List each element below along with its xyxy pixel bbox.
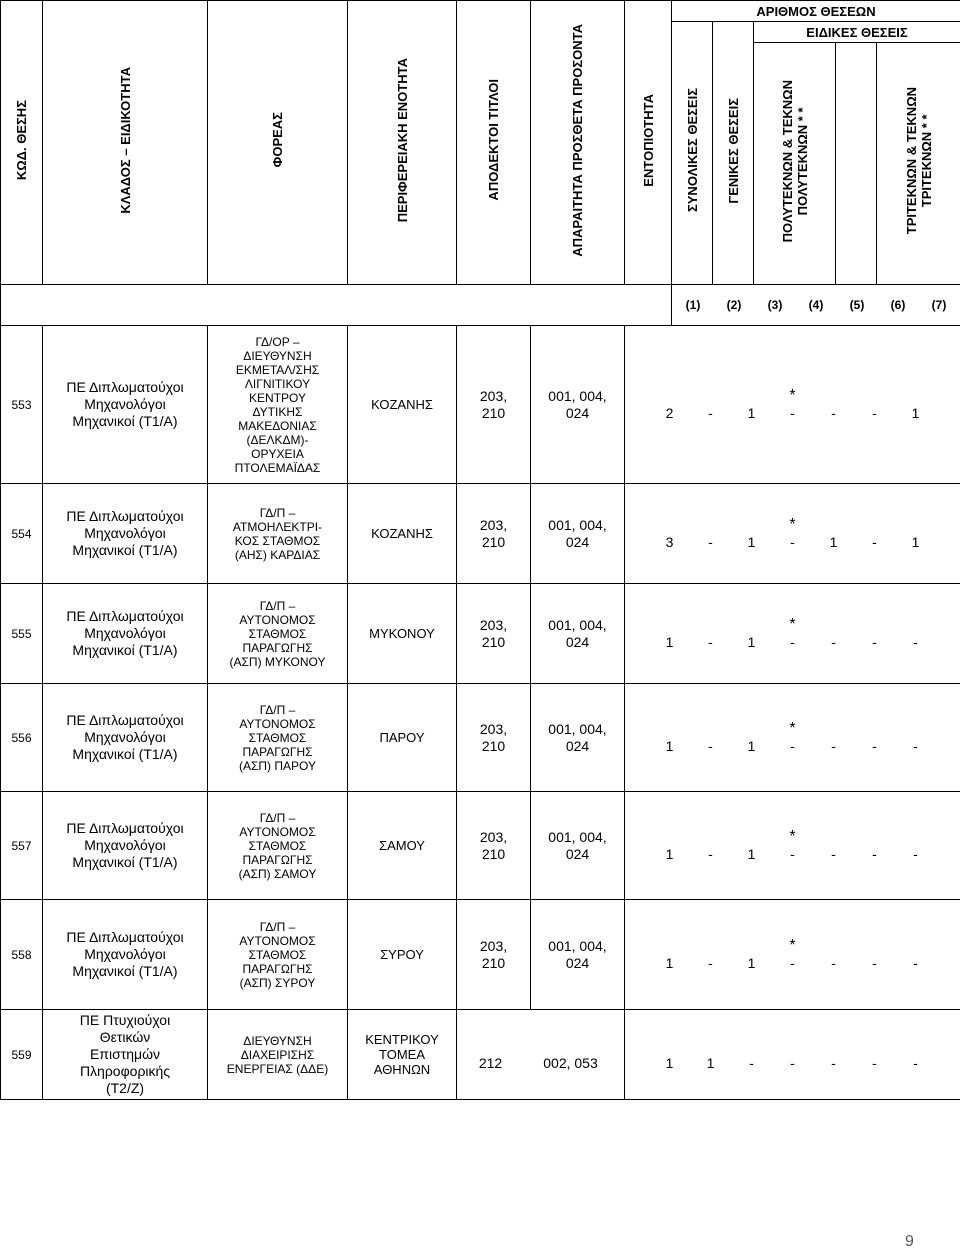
region-cell: ΠΑΡΟΥ [348, 684, 457, 792]
count-cell: - [790, 1054, 795, 1071]
degrees-cell: 203, 210 [457, 326, 531, 484]
degrees-cell: 203, 210 [457, 792, 531, 900]
count-cell: 1 [747, 845, 756, 862]
locality-and-counts [625, 900, 960, 1010]
locality-and-counts [625, 584, 960, 684]
count-cell: - [872, 404, 877, 421]
count-cell: 1 [911, 404, 920, 421]
degrees-cell: 203, 210 [457, 684, 531, 792]
count-cell: 1 [665, 633, 674, 650]
header-blank-a [836, 43, 877, 285]
extra-qualifications-cell: 002, 053 [543, 1054, 598, 1071]
extra-qualifications-cell: 001, 004, 024 [531, 584, 625, 684]
count-cell: - [790, 404, 795, 421]
count-cell: - [708, 954, 713, 971]
locality-and-counts [625, 326, 960, 484]
specialty-cell: ΠΕ Διπλωματούχοι Μηχανολόγοι Μηχανικοί (Τ1/Α) [43, 900, 208, 1010]
column-number: (5) [849, 298, 865, 312]
header-degrees: ΑΠΟΔΕΚΤΟΙ ΤΙΤΛΟΙ [457, 1, 531, 285]
position-code: 556 [1, 684, 43, 792]
header-total: ΣΥΝΟΛΙΚΕΣ ΘΕΣΕΙΣ [672, 22, 713, 285]
count-cell: - [790, 845, 795, 862]
region-cell: ΚΟΖΑΝΗΣ [348, 484, 457, 584]
count-cell: - [708, 404, 713, 421]
extra-qualifications-cell: 001, 004, 024 [531, 900, 625, 1010]
degrees-cell: 203, 210 [457, 484, 531, 584]
extra-qualifications-cell: 001, 004, 024 [531, 684, 625, 792]
degrees-cell: 212 [478, 1054, 503, 1071]
specialty-cell: ΠΕ Διπλωματούχοι Μηχανολόγοι Μηχανικοί (Τ1/Α) [43, 584, 208, 684]
count-cell: 1 [665, 845, 674, 862]
header-region: ΠΕΡΙΦΕΡΕΙΑΚΗ ΕΝΟΤΗΤΑ [348, 1, 457, 285]
count-cell: - [708, 633, 713, 650]
locality-cell: * [789, 827, 796, 845]
count-cell: - [872, 533, 877, 550]
header-locality: ΕΝΤΟΠΙΟΤΗΤΑ [625, 1, 672, 285]
column-number: (6) [890, 298, 906, 312]
locality-cell: * [789, 386, 796, 404]
body-cell: ΓΔ/Π – ΑΥΤΟΝΟΜΟΣ ΣΤΑΘΜΟΣ ΠΑΡΑΓΩΓΗΣ (ΑΣΠ) ΠΑΡΟΥ [208, 684, 348, 792]
body-cell: ΓΔ/Π – ΑΥΤΟΝΟΜΟΣ ΣΤΑΘΜΟΣ ΠΑΡΑΓΩΓΗΣ (ΑΣΠ) ΣΥΡΟΥ [208, 900, 348, 1010]
count-cell: 1 [665, 954, 674, 971]
column-number: (7) [931, 298, 947, 312]
body-cell: ΓΔ/Π – ΑΤΜΟΗΛΕΚΤΡΙ- ΚΟΣ ΣΤΑΘΜΟΣ (ΑΗΣ) ΚΑΡΔΙΑΣ [208, 484, 348, 584]
header-general: ΓΕΝΙΚΕΣ ΘΕΣΕΙΣ [713, 22, 754, 285]
specialty-cell: ΠΕ Διπλωματούχοι Μηχανολόγοι Μηχανικοί (Τ1/Α) [43, 684, 208, 792]
count-cell: - [913, 1054, 918, 1071]
count-cell: 1 [665, 737, 674, 754]
count-cell: - [790, 533, 795, 550]
count-cell: 1 [747, 737, 756, 754]
extra-qualifications-cell: 001, 004, 024 [531, 484, 625, 584]
count-cell: - [872, 845, 877, 862]
position-code: 557 [1, 792, 43, 900]
table-row [1, 1010, 960, 1100]
count-cell: - [872, 1054, 877, 1071]
locality-and-counts [625, 1010, 960, 1100]
locality-cell: * [789, 615, 796, 633]
table-row [1, 792, 960, 900]
specialty-cell: ΠΕ Πτυχιούχοι Θετικών Επιστημών Πληροφορικής (Τ2/Ζ) [43, 1010, 208, 1100]
column-number: (2) [726, 298, 742, 312]
header-triple: ΤΡΙΤΕΚΝΩΝ & ΤΕΚΝΩΝ ΤΡΙΤΕΚΝΩΝ * * [877, 43, 960, 285]
header-positions-group: ΑΡΙΘΜΟΣ ΘΕΣΕΩΝ [672, 1, 960, 22]
position-code: 555 [1, 584, 43, 684]
count-cell: - [831, 845, 836, 862]
count-cell: - [872, 737, 877, 754]
position-code: 553 [1, 326, 43, 484]
count-cell: - [831, 1054, 836, 1071]
count-cell: - [708, 533, 713, 550]
count-cell: 1 [829, 533, 838, 550]
header-numbers-spacer [1, 285, 672, 326]
header-multi: ΠΟΛΥΤΕΚΝΩΝ & ΤΕΚΝΩΝ ΠΟΛΥΤΕΚΝΩΝ * * [754, 43, 836, 285]
count-cell: - [708, 737, 713, 754]
count-cell: - [790, 633, 795, 650]
extra-qualifications-cell: 001, 004, 024 [531, 326, 625, 484]
table-row [1, 584, 960, 684]
region-cell: ΣΑΜΟΥ [348, 792, 457, 900]
count-cell: 1 [747, 404, 756, 421]
locality-and-counts [625, 484, 960, 584]
body-cell: ΔΙΕΥΘΥΝΣΗ ΔΙΑΧΕΙΡΙΣΗΣ ΕΝΕΡΓΕΙΑΣ (ΔΔΕ) [208, 1010, 348, 1100]
count-cell: - [831, 737, 836, 754]
table-row [1, 684, 960, 792]
locality-and-counts [625, 684, 960, 792]
count-cell: - [913, 633, 918, 650]
region-cell: ΚΕΝΤΡΙΚΟΥ ΤΟΜΕΑ ΑΘΗΝΩΝ [348, 1010, 457, 1100]
degrees-cell: 203, 210 [457, 900, 531, 1010]
count-cell: - [831, 633, 836, 650]
header-body: ΦΟΡΕΑΣ [208, 1, 348, 285]
count-cell: 1 [747, 633, 756, 650]
table-row [1, 326, 960, 484]
count-cell: - [831, 404, 836, 421]
region-cell: ΜΥΚΟΝΟΥ [348, 584, 457, 684]
specialty-cell: ΠΕ Διπλωματούχοι Μηχανολόγοι Μηχανικοί (Τ1/Α) [43, 792, 208, 900]
body-cell: ΓΔ/Π – ΑΥΤΟΝΟΜΟΣ ΣΤΑΘΜΟΣ ΠΑΡΑΓΩΓΗΣ (ΑΣΠ) ΜΥΚΟΝΟΥ [208, 584, 348, 684]
locality-cell: * [789, 719, 796, 737]
body-cell: ΓΔ/ΟΡ – ΔΙΕΥΘΥΝΣΗ ΕΚΜΕΤΑΛ/ΣΗΣ ΛΙΓΝΙΤΙΚΟΥ ΚΕΝΤΡΟΥ ΔΥΤΙΚΗΣ ΜΑΚΕΔΟΝΙΑΣ (ΔΕΛΚΔΜ)- ΟΡΥΧΕΙΑ ΠΤΟΛΕΜΑΪΔΑΣ [208, 326, 348, 484]
count-cell: - [913, 845, 918, 862]
header-specialty: ΚΛΑΔΟΣ – ΕΙΔΙΚΟΤΗΤΑ [43, 1, 208, 285]
header-code: ΚΩΔ. ΘΕΣΗΣ [1, 1, 43, 285]
column-number: (3) [767, 298, 783, 312]
position-code: 559 [1, 1010, 43, 1100]
position-code: 554 [1, 484, 43, 584]
page-number: 9 [905, 1233, 914, 1250]
count-cell: 1 [706, 1054, 715, 1071]
table-row [1, 900, 960, 1010]
table-row [1, 484, 960, 584]
locality-cell: * [789, 936, 796, 954]
position-code: 558 [1, 900, 43, 1010]
column-number: (4) [808, 298, 824, 312]
count-cell: - [913, 737, 918, 754]
body-cell: ΓΔ/Π – ΑΥΤΟΝΟΜΟΣ ΣΤΑΘΜΟΣ ΠΑΡΑΓΩΓΗΣ (ΑΣΠ) ΣΑΜΟΥ [208, 792, 348, 900]
degrees-cell: 203, 210 [457, 584, 531, 684]
region-cell: ΣΥΡΟΥ [348, 900, 457, 1010]
count-cell: - [831, 954, 836, 971]
count-cell: 1 [747, 533, 756, 550]
count-cell: 1 [911, 533, 920, 550]
count-cell: 1 [747, 954, 756, 971]
count-cell: - [790, 737, 795, 754]
header-extra: ΑΠΑΡΑΙΤΗΤΑ ΠΡΟΣΘΕΤΑ ΠΡΟΣΟΝΤΑ [531, 1, 625, 285]
degrees-extra-cell [457, 1010, 625, 1100]
header-special-group: ΕΙΔΙΚΕΣ ΘΕΣΕΙΣ [754, 22, 960, 43]
count-cell: - [913, 954, 918, 971]
count-cell: - [872, 954, 877, 971]
column-number: (1) [685, 298, 701, 312]
region-cell: ΚΟΖΑΝΗΣ [348, 326, 457, 484]
count-cell: 3 [665, 533, 674, 550]
count-cell: - [708, 845, 713, 862]
specialty-cell: ΠΕ Διπλωματούχοι Μηχανολόγοι Μηχανικοί (Τ1/Α) [43, 484, 208, 584]
specialty-cell: ΠΕ Διπλωματούχοι Μηχανολόγοι Μηχανικοί (Τ1/Α) [43, 326, 208, 484]
count-cell: 2 [665, 404, 674, 421]
count-cell: 1 [665, 1054, 674, 1071]
extra-qualifications-cell: 001, 004, 024 [531, 792, 625, 900]
locality-and-counts [625, 792, 960, 900]
count-cell: - [872, 633, 877, 650]
count-cell: - [749, 1054, 754, 1071]
count-cell: - [790, 954, 795, 971]
locality-cell: * [789, 515, 796, 533]
header-column-numbers [672, 285, 960, 326]
